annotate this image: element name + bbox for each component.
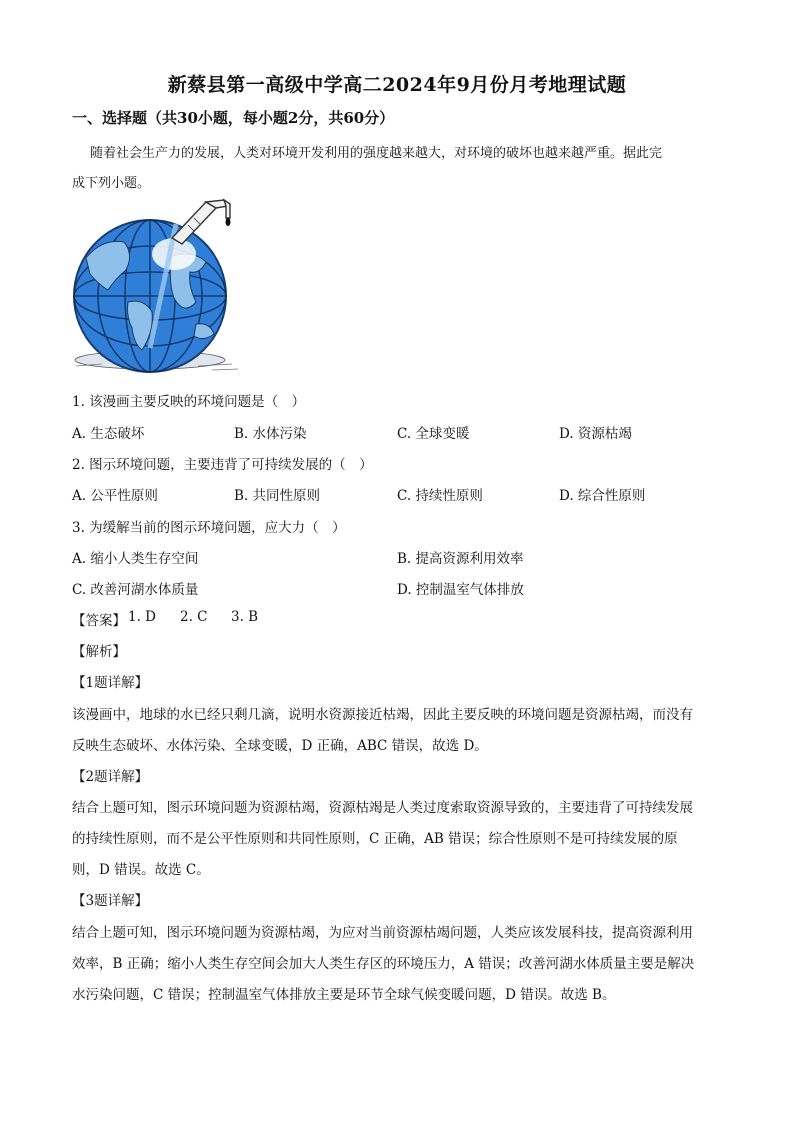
option-3b: B. 提高资源利用效率 xyxy=(397,551,524,567)
analysis-label: 【解析】 xyxy=(72,644,126,660)
detail-2-line-2: 的持续性原则，而不是公平性原则和共同性原则，C 正确，AB 错误；综合性原则不是可持续发展的原 xyxy=(72,831,678,847)
option-3a: A. 缩小人类生存空间 xyxy=(72,551,199,567)
answer-label: 【答案】 xyxy=(72,613,126,629)
detail-1-line-2: 反映生态破坏、水体污染、全球变暖，D 正确，ABC 错误，故选 D。 xyxy=(72,738,488,754)
globe-straw-cartoon-icon xyxy=(72,198,242,378)
detail-1-line-1: 该漫画中，地球的水已经只剩几滴，说明水资源接近枯竭，因此主要反映的环境问题是资源枯竭，而没有 xyxy=(72,707,693,723)
detail-2-label: 【2题详解】 xyxy=(72,769,149,785)
detail-3-line-2: 效率，B 正确；缩小人类生存空间会加大人类生存区的环境压力，A 错误；改善河湖水体质量主要是解决 xyxy=(72,956,695,972)
detail-3-label: 【3题详解】 xyxy=(72,893,149,909)
detail-3-line-3: 水污染问题，C 错误；控制温室气体排放主要是环节全球气候变暖问题，D 错误。故选 B。 xyxy=(72,987,616,1003)
question-3: 3. 为缓解当前的图示环境问题，应大力（ ） xyxy=(72,520,346,536)
answer-3: 3. B xyxy=(231,609,259,625)
question-1: 1. 该漫画主要反映的环境问题是（ ） xyxy=(72,394,306,410)
exam-title: 新蔡县第一高级中学高二2024年9月份月考地理试题 xyxy=(167,74,627,96)
option-1c: C. 全球变暖 xyxy=(397,426,470,442)
option-3c: C. 改善河湖水体质量 xyxy=(72,582,199,598)
detail-2-line-3: 则，D 错误。故选 C。 xyxy=(72,862,210,878)
detail-1-label: 【1题详解】 xyxy=(72,675,149,691)
intro-line-2: 成下列小题。 xyxy=(72,176,151,191)
answer-1: 1. D xyxy=(128,609,156,625)
question-2: 2. 图示环境问题，主要违背了可持续发展的（ ） xyxy=(72,457,373,473)
detail-3-line-1: 结合上题可知，图示环境问题为资源枯竭，为应对当前资源枯竭问题，人类应该发展科技，提高资源利用 xyxy=(72,925,693,941)
option-2d: D. 综合性原则 xyxy=(559,488,646,504)
answer-2: 2. C xyxy=(180,609,208,625)
option-3d: D. 控制温室气体排放 xyxy=(397,582,524,598)
option-1b: B. 水体污染 xyxy=(234,426,307,442)
detail-2-line-1: 结合上题可知，图示环境问题为资源枯竭，资源枯竭是人类过度索取资源导致的，主要违背了可持续发展 xyxy=(72,800,693,816)
intro-line-1: 随着社会生产力的发展，人类对环境开发利用的强度越来越大，对环境的破坏也越来越严重。据此完 xyxy=(90,146,663,161)
section-heading: 一、选择题（共30小题，每小题2分，共60分） xyxy=(72,109,395,127)
option-1a: A. 生态破坏 xyxy=(72,426,145,442)
option-2b: B. 共同性原则 xyxy=(234,488,321,504)
option-2c: C. 持续性原则 xyxy=(397,488,483,504)
option-1d: D. 资源枯竭 xyxy=(559,426,632,442)
option-2a: A. 公平性原则 xyxy=(72,488,158,504)
